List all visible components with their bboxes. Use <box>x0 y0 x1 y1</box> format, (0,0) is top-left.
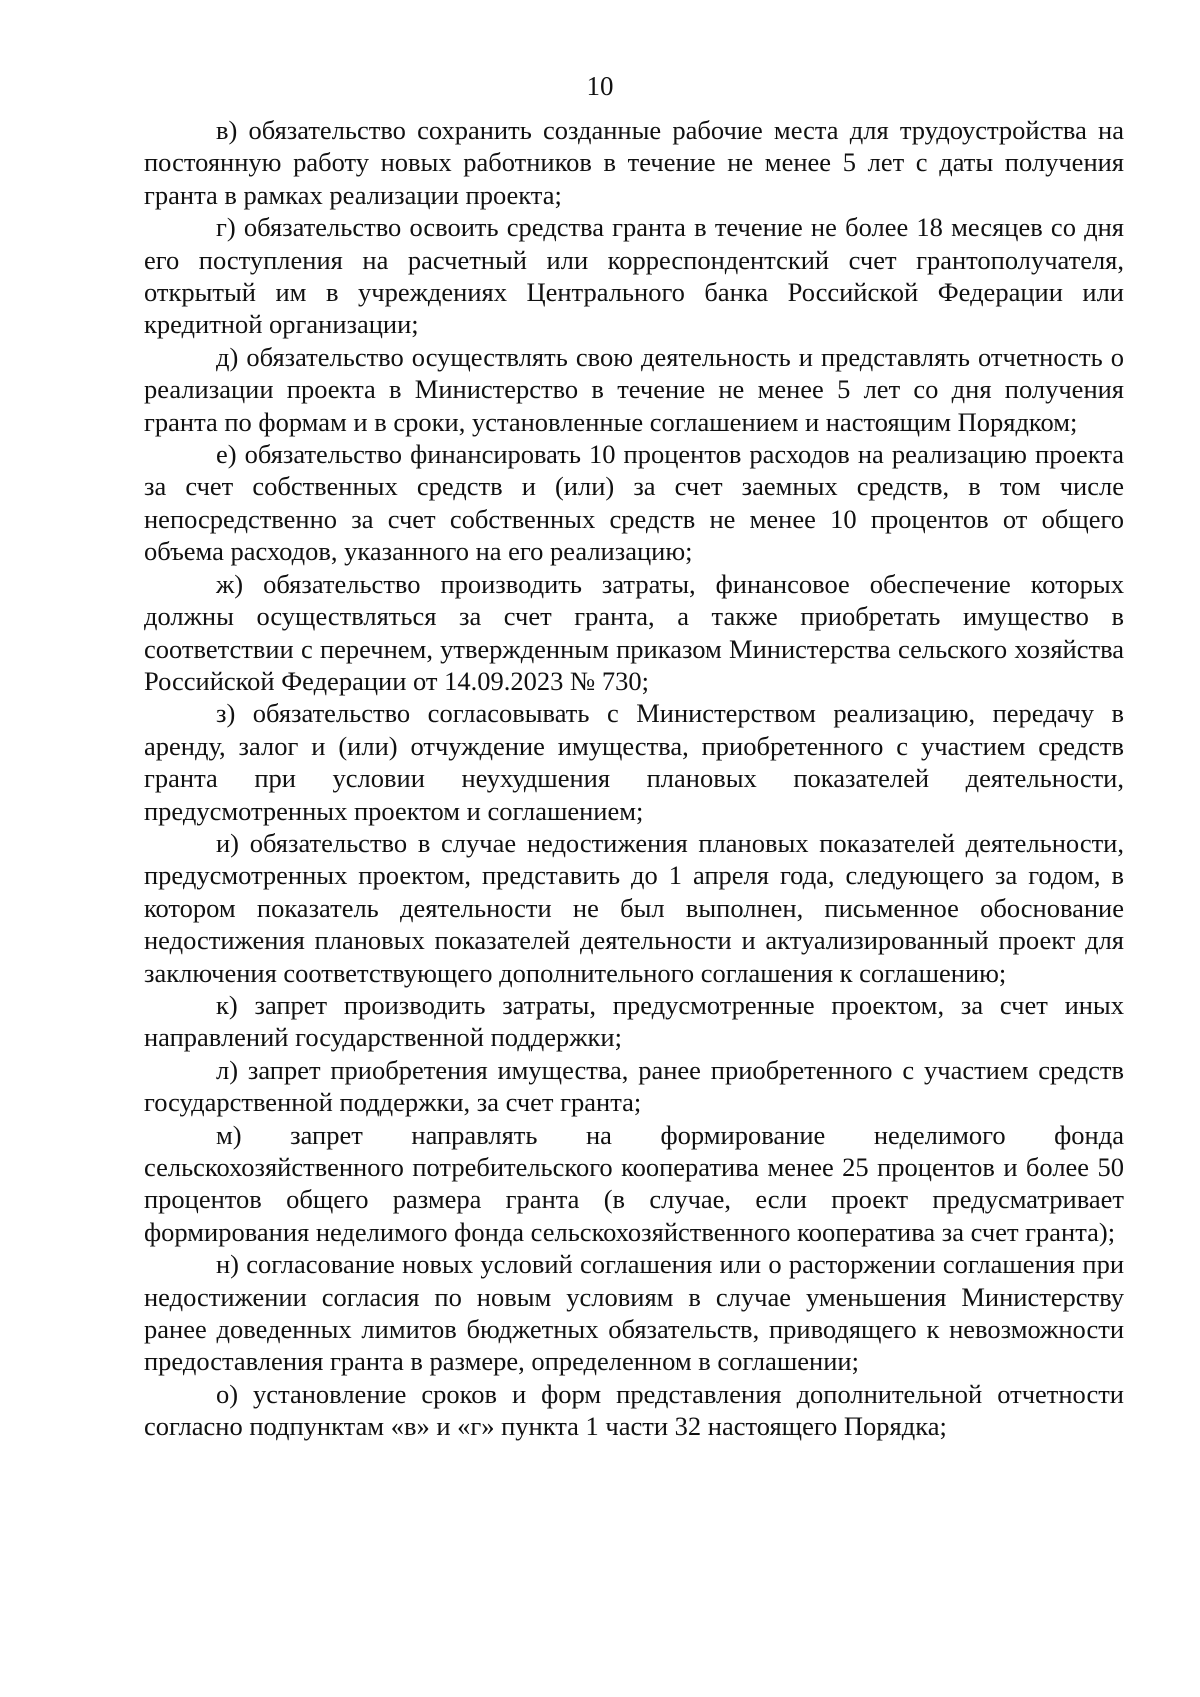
paragraph-n: н) согласование новых условий соглашения или о расторжении соглашения при недостижении согласия по новым условиям в случае уменьшения Министерству ранее доведенных лимитов бюджетных обязательств, приводящего к невозможности предоставления гранта в размере, определенном в соглашении; <box>144 1249 1124 1377</box>
paragraph-m: м) запрет направлять на формирование неделимого фонда сельскохозяйственного потребительского кооператива менее 25 процентов и более 50 процентов общего размера гранта (в случае, если проект предусматривает формирования неделимого фонда сельскохозяйственного кооператива за счет гранта); <box>144 1119 1124 1247</box>
page-number: 10 <box>586 71 614 101</box>
paragraph-v: в) обязательство сохранить созданные рабочие места для трудоустройства на постоянную работу новых работников в течение не менее 5 лет с даты получения гранта в рамках реализации проекта; <box>144 115 1124 210</box>
paragraph-i: и) обязательство в случае недостижения плановых показателей деятельности, предусмотренных проектом, представить до 1 апреля года, следующего за годом, в котором показатель деятельности не был выполнен, письменное обоснование недостижения плановых показателей деятельности и актуализированный проект для заключения соответствующего дополнительного соглашения к соглашению; <box>144 827 1124 988</box>
paragraph-zh: ж) обязательство производить затраты, финансовое обеспечение которых должны осуществляться за счет гранта, а также приобретать имущество в соответствии с перечнем, утвержденным приказом Министерства сельского хозяйства Российской Федерации от 14.09.2023 № 730; <box>144 568 1124 696</box>
document-body <box>144 114 1124 1443</box>
paragraph-o: о) установление сроков и форм представления дополнительной отчетности согласно подпунктам «в» и «г» пункта 1 части 32 настоящего Порядка; <box>144 1378 1124 1442</box>
paragraph-z: з) обязательство согласовывать с Министерством реализацию, передачу в аренду, залог и (или) отчуждение имущества, приобретенного с участием средств гранта при условии неухудшения плановых показателей деятельности, предусмотренных проектом и соглашением; <box>144 698 1124 826</box>
paragraph-k: к) запрет производить затраты, предусмотренные проектом, за счет иных направлений государственной поддержки; <box>144 989 1124 1053</box>
paragraph-g: г) обязательство освоить средства гранта в течение не более 18 месяцев со дня его поступления на расчетный или корреспондентский счет грантополучателя, открытый им в учреждениях Центрального банка Российской Федерации или кредитной организации; <box>144 212 1124 340</box>
paragraph-d: д) обязательство осуществлять свою деятельность и представлять отчетность о реализации проекта в Министерство в течение не менее 5 лет со дня получения гранта по формам и в сроки, установленные соглашением и настоящим Порядком; <box>144 341 1124 437</box>
paragraph-l: л) запрет приобретения имущества, ранее приобретенного с участием средств государственной поддержки, за счет гранта; <box>144 1054 1124 1118</box>
paragraph-e: е) обязательство финансировать 10 процентов расходов на реализацию проекта за счет собственных средств и (или) за счет заемных средств, в том числе непосредственно за счет собственных средств не менее 10 процентов от общего объема расходов, указанного на его реализацию; <box>144 439 1124 567</box>
